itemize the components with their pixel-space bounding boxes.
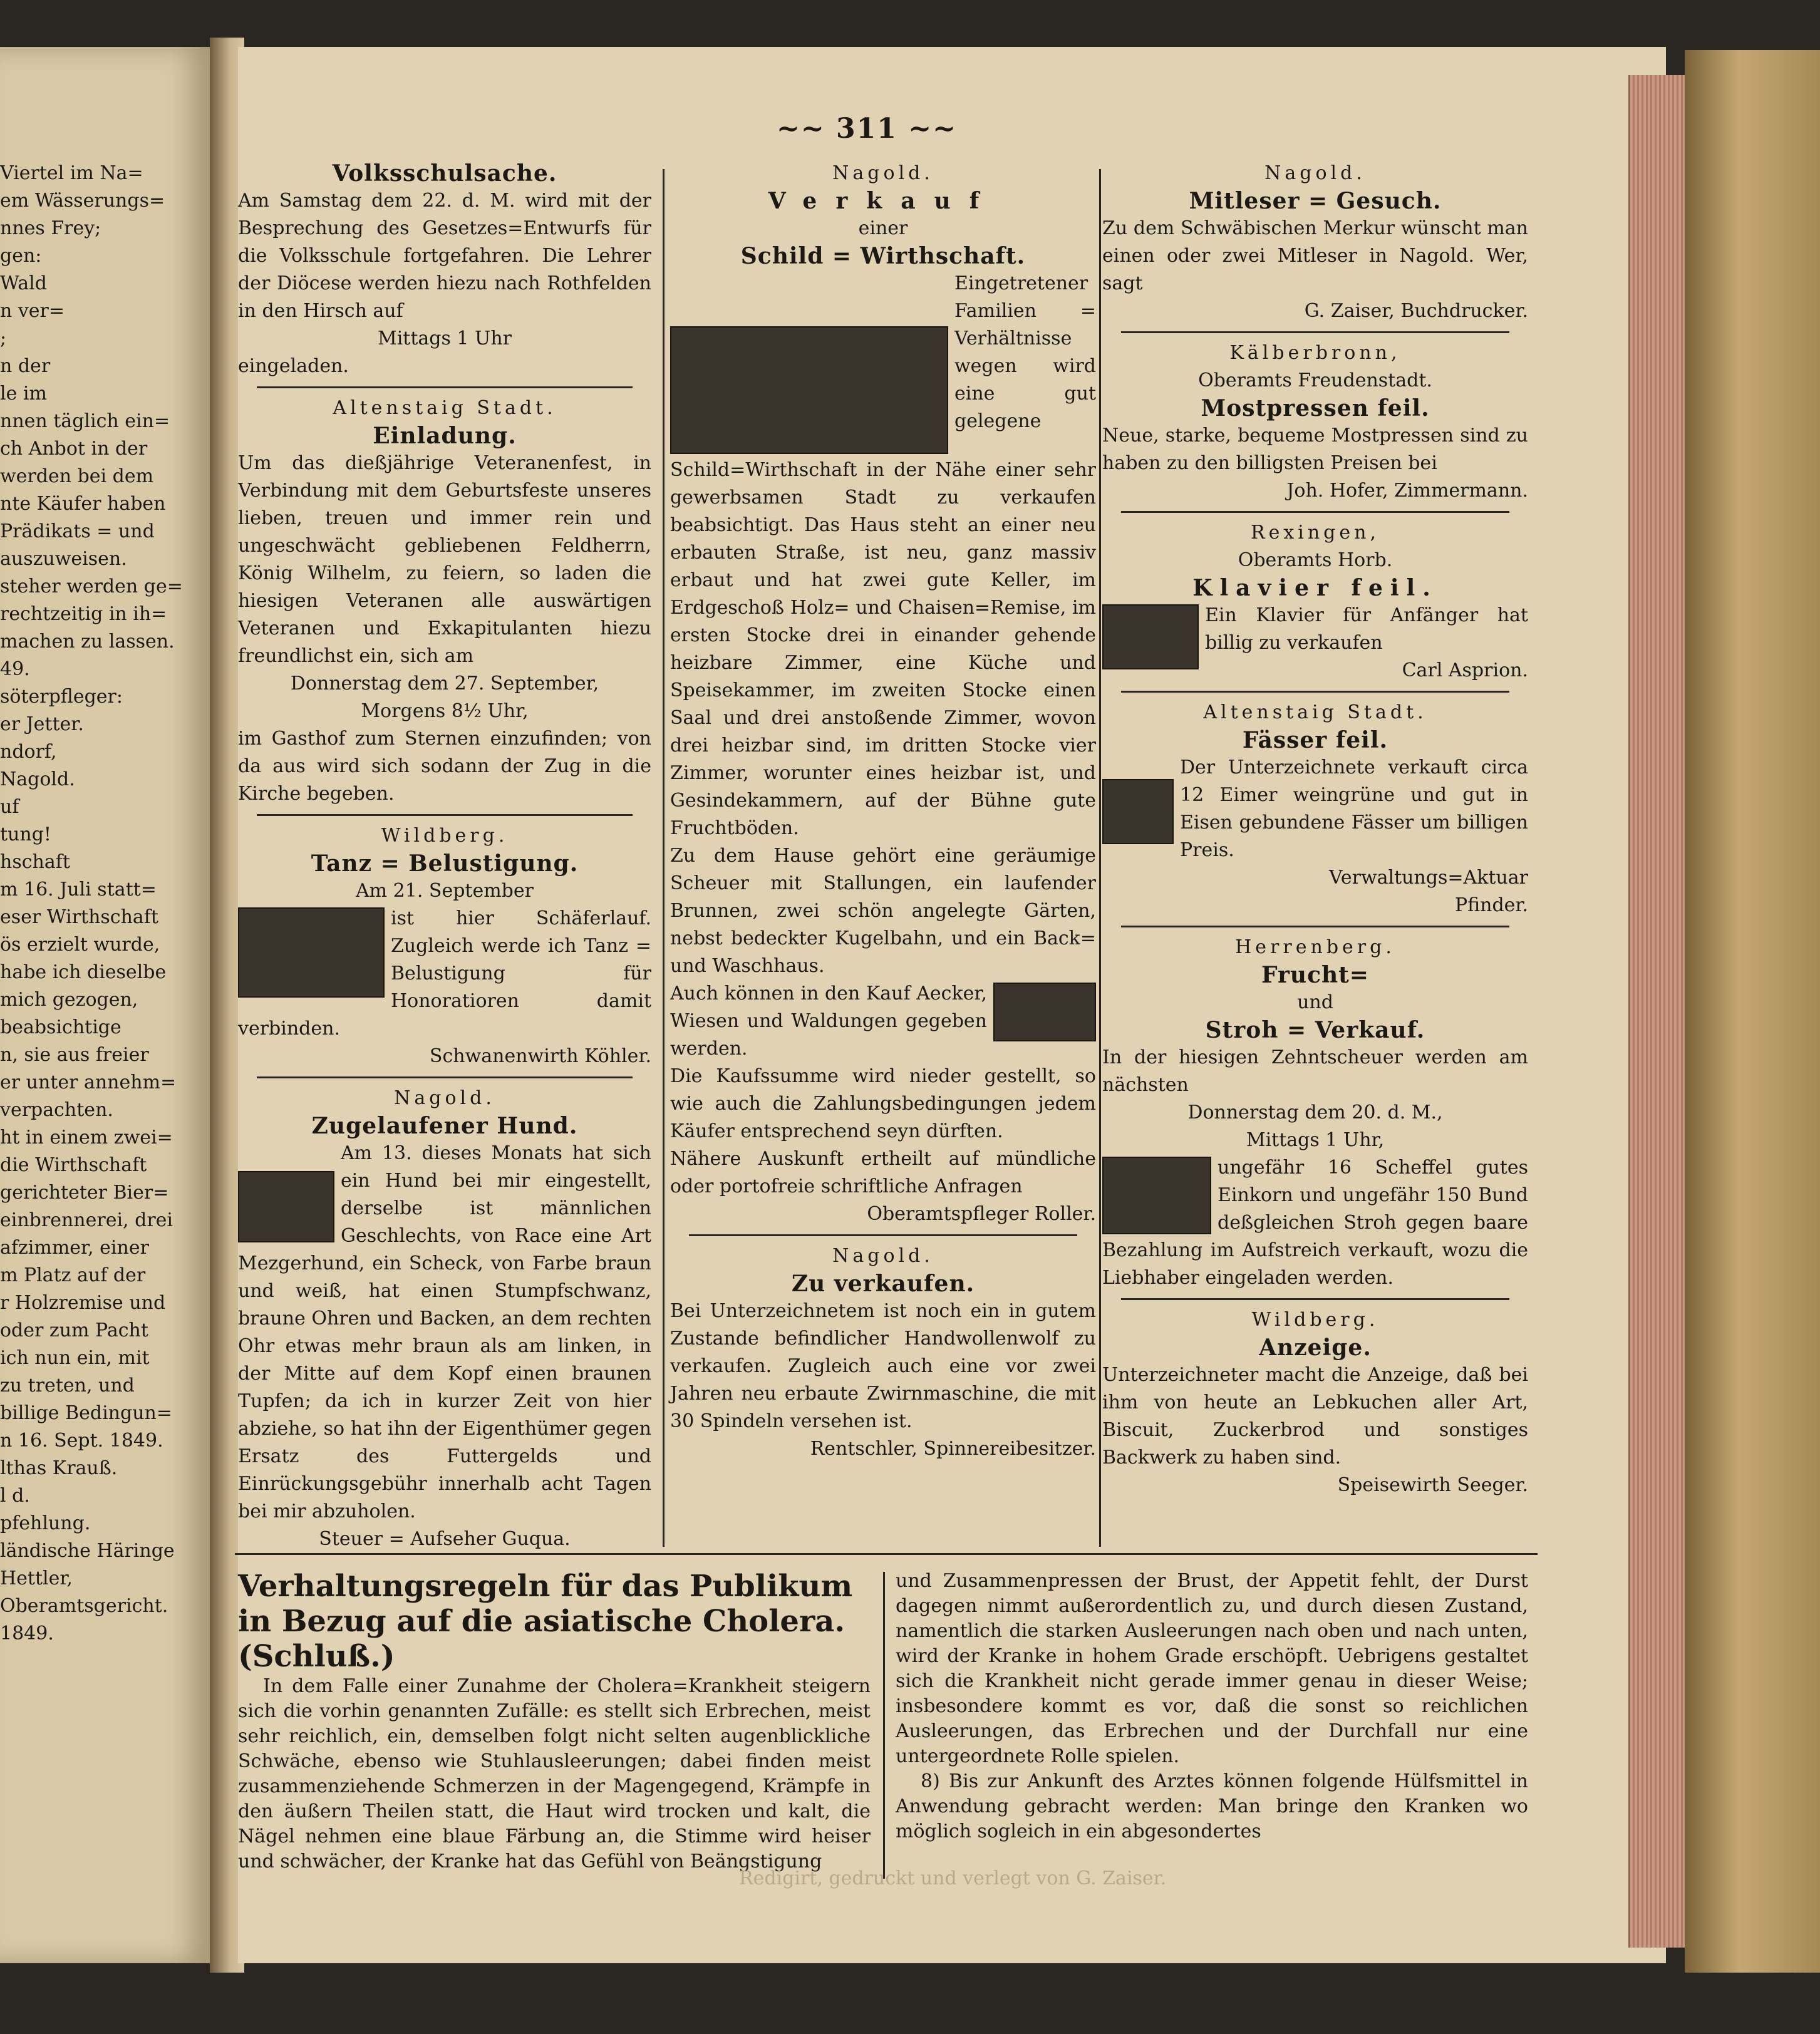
divider [1121,926,1509,927]
heading-zu-verkaufen: Zu verkaufen. [791,1271,975,1297]
left-fragment-line: Prädikats = und [0,520,155,542]
left-fragment-line: tung! [0,823,51,845]
heading-mostpressen: Mostpressen feil. [1201,395,1430,421]
left-fragment-line: oder zum Pacht [0,1319,148,1341]
signature: Rentschler, Spinnereibesitzer. [810,1438,1096,1460]
left-fragment-line: n, sie aus freier [0,1044,149,1066]
place-line: Nagold. [394,1087,495,1109]
left-fragment-line: r Holzremise und [0,1292,166,1314]
place-line: Kälberbronn, [1229,342,1401,364]
left-fragment-line: ch Anbot in der [0,438,148,460]
cholera-article-left [238,1569,871,1874]
left-fragment-line: pfehlung. [0,1512,91,1534]
left-fragment-line: m Platz auf der [0,1264,146,1286]
paragraph: Zu dem Schwäbischen Merkur wünscht man einen oder zwei Mitleser in Nagold. Wer, sagt [1102,217,1528,294]
left-fragment-line: er unter annehm= [0,1071,177,1093]
date-line: Am 21. September [356,880,534,902]
place-line: Wildberg. [381,825,509,847]
date-line: Donnerstag dem 20. d. M., [1187,1102,1443,1123]
heading-klavier: Klavier feil. [1192,575,1438,601]
left-fragment-line: ht in einem zwei= [0,1127,173,1149]
paragraph: 8) Bis zur Ankunft des Arztes können folgende Hülfsmittel in Anwendung gebracht werden: Man bringe den Kranken wo möglich sogleich in ein abgesondertes [896,1770,1528,1842]
left-fragment-line: afzimmer, einer [0,1237,149,1259]
column-rule [663,169,664,1547]
signature: Speisewirth Seeger. [1337,1474,1528,1496]
divider [689,1234,1077,1236]
left-fragment-line: nnes Frey; [0,217,101,239]
left-fragment-line: rechtzeitig in ih= [0,603,167,625]
left-fragment-line: uf [0,796,19,818]
woodcut-inn-image [670,326,948,454]
left-fragment-line: mich gezogen, [0,989,138,1011]
left-fragment-line: gerichteter Bier= [0,1182,169,1204]
paragraph: Auch können in den Kauf Aecker, Wiesen und Waldungen gegeben werden. [670,983,987,1060]
paragraph: Ein Klavier für Anfänger hat billig zu verkaufen [1205,604,1528,654]
left-fragment-line: Hettler, [0,1567,73,1589]
heading-einladung: Einladung. [373,423,517,449]
left-fragment-line: Wald [0,272,47,294]
heading-schild-wirthschaft: Schild = Wirthschaft. [740,243,1026,269]
place-line: Nagold. [832,1245,934,1267]
left-fragment-line: lthas Krauß. [0,1457,118,1479]
left-fragment-line: beabsichtige [0,1016,122,1038]
date-line: Donnerstag dem 27. September, [290,673,599,694]
divider [1121,691,1509,693]
signature: Verwaltungs=Aktuar [1328,867,1528,889]
left-fragment-line: einbrennerei, drei [0,1209,173,1231]
left-fragment-line: hschaft [0,851,70,873]
divider [1121,331,1509,333]
paragraph: ungefähr 16 Scheffel gutes Einkorn und ungefähr 150 Bund deßgleichen Stroh gegen baare Bezahlung im Aufstreich verkauft, wozu die Liebhaber eingeladen werden. [1102,1157,1528,1289]
article-title: Verhaltungsregeln für das Publikum in Bezug auf die asiatische Cholera. (Schluß.) [238,1569,853,1674]
woodcut-forest-image [993,983,1096,1041]
paragraph: Am Samstag dem 22. d. M. wird mit der Besprechung des Gesetzes=Entwurfs für die Volksschule fortgefahren. Die Lehrer der Diöcese werden hiezu nach Rothfelden in den Hirsch auf [238,190,651,322]
paragraph: Nähere Auskunft ertheilt auf mündliche oder portofreie schriftliche Anfragen [670,1148,1096,1197]
left-fragment-line: em Wässerungs= [0,190,165,212]
left-fragment-line: werden bei dem [0,465,154,487]
divider [1121,1298,1509,1300]
left-fragment-line: er Jetter. [0,713,84,735]
left-fragment-line: m 16. Juli statt= [0,879,157,901]
signature: Joh. Hofer, Zimmermann. [1286,480,1528,502]
heading-mitleser: Mitleser = Gesuch. [1189,188,1442,214]
paragraph: im Gasthof zum Sternen einzufinden; von da aus wird sich sodann der Zug in die Kirche begeben. [238,728,651,805]
left-fragment-line: die Wirthschaft [0,1154,147,1176]
left-fragment-line: 49. [0,658,30,680]
left-fragment-line: steher werden ge= [0,576,183,597]
page-edges [1628,75,1687,1948]
left-fragment-line: gen: [0,245,42,267]
heading-volksschulsache: Volksschulsache. [332,160,557,187]
place-line: Oberamts Freudenstadt. [1198,369,1432,391]
signature: Pfinder. [1454,894,1528,916]
paragraph: Eingetretener Familien = Verhältnisse wegen wird eine gut gelegene Schild=Wirthschaft in der Nähe einer sehr gewerbsamen Stadt zu verkaufen beabsichtigt. Das Haus steht an einer neu erbauten Straße, ist neu, ganz massiv erbaut und hat zwei gute Keller, im Erdgeschoß Holz= und Chaisen=Remise, im ersten Stocke drei in einander gehende heizbare Zimmer, eine Küche und Speisekammer, im zweiten Stocke einen Saal und drei anstoßende Zimmer, wovon drei heizbar sind, im dritten Stocke vier Zimmer, worunter eines heizbar ist, und Gesindekammern, auf der Bühne gute Fruchtböden. [670,272,1096,839]
divider [257,386,633,388]
left-fragment-line: le im [0,383,47,405]
divider [257,1076,633,1078]
paragraph: Die Kaufssumme wird nieder gestellt, so wie auch die Zahlungsbedingungen jedem Käufer entsprechend seyn dürften. [670,1065,1096,1142]
paragraph: In dem Falle einer Zunahme der Cholera=Krankheit steigern sich die vorhin genannten Zufälle: es stellt sich Erbrechen, meist sehr reichlich, ein, demselben folgt nicht selten augenblickliche Schwäche, ebenso wie Stuhlausleerungen; dabei finden meist zusammenziehende Schmerzen in der Magengegend, Krämpfe in den äußern Theilen statt, die Haut wird trocken und kalt, die Nägel nehmen eine blaue Färbung an, die Stimme wird heiser und schwächer, der Kranke hat das Gefühl von Beängstigung [238,1675,871,1872]
woodcut-sheaves-image [1102,1157,1211,1234]
page-number: ~~ 311 ~~ [777,113,957,145]
left-fragment-line: verpachten. [0,1099,113,1121]
left-fragment-line: n der [0,355,51,377]
time-line: Mittags 1 Uhr [377,328,512,349]
woodcut-dog-image [238,1171,334,1242]
paragraph: Am 13. dieses Monats hat sich ein Hund bei mir eingestellt, derselbe ist männlichen Geschlechts, von Race eine Art Mezgerhund, ein Scheck, von Farbe braun und weiß, hat einen Stumpfschwanz, braune Ohren und Backen, an dem rechten Ohr etwas mehr braun als am linken, in der Mitte auf dem Kopf einen braunen Tupfen; da ich in kurzer Zeit von hier abziehe, so hat ihn der Eigenthümer gegen Ersatz des Futtergelds und Einrückungsgebühr innerhalb acht Tagen bei mir abzuholen. [238,1142,651,1522]
heading-stroh-verkauf: Stroh = Verkauf. [1205,1017,1425,1043]
left-fragment-line: auszuweisen. [0,548,127,570]
column-3 [1102,160,1528,1499]
place-line: Rexingen, [1251,522,1380,544]
place-line: Oberamts Horb. [1238,549,1393,571]
place-line: Altenstaig Stadt. [333,397,557,419]
place-line: Nagold. [1264,162,1366,184]
divider [257,814,633,816]
heading-hund: Zugelaufener Hund. [311,1113,578,1139]
place-line: Wildberg. [1251,1309,1379,1331]
left-fragment-line: nnen täglich ein= [0,410,170,432]
signature: Schwanenwirth Köhler. [429,1045,651,1067]
imprint-show-through: Redigirt, gedruckt und verlegt von G. Zaiser. [739,1867,1167,1889]
place-line: Herrenberg. [1235,936,1395,958]
left-fragment-line: n 16. Sept. 1849. [0,1430,163,1452]
signature: Carl Asprion. [1402,659,1528,681]
woodcut-piano-image [1102,604,1199,669]
paragraph: Der Unterzeichnete verkauft circa 12 Eimer weingrüne und gut in Eisen gebundene Fässer um billigen Preis. [1180,756,1528,861]
woodcut-barrel-image [1102,779,1174,844]
left-fragment-line: ich nun ein, mit [0,1347,150,1369]
book-cover [1685,50,1820,1973]
text-line: eingeladen. [238,355,349,377]
left-fragment-line: ndorf, [0,741,57,763]
paragraph: In der hiesigen Zehntscheuer werden am nächsten [1102,1046,1528,1096]
column-rule [1099,169,1101,1547]
time-line: Morgens 8½ Uhr, [361,700,529,722]
left-fragment-line: Nagold. [0,768,75,790]
time-line: Mittags 1 Uhr, [1246,1129,1385,1151]
left-fragment-line: ; [0,328,7,349]
signature: Steuer = Aufseher Guqua. [319,1528,571,1550]
column-rule [883,1572,885,1879]
paragraph: Neue, starke, bequeme Mostpressen sind zu haben zu den billigsten Preisen bei [1102,425,1528,474]
section-rule [235,1553,1538,1555]
left-page-fragment-column [0,160,200,1648]
place-line: Nagold. [832,162,934,184]
left-fragment-line: ös erzielt wurde, [0,934,160,956]
signature: Oberamtspfleger Roller. [867,1203,1096,1225]
paragraph: und Zusammenpressen der Brust, der Appetit fehlt, der Durst dagegen nimmt außerordentlich zu, und durch diesen Zustand, namentlich die starken Ausleerungen nach oben und nach unten, wird der Kranke in hohem Grade erschöpft. Uebrigens gestaltet sich die Krankheit nicht gerade immer genau in dieser Weise; insbesondere kommt es vor, daß die sonst so reichlichen Ausleerungen, das Erbrechen und der Durchfall nur eine untergeordnete Rolle spielen. [896,1570,1528,1767]
paragraph: Zu dem Hause gehört eine geräumige Scheuer mit Stallungen, ein laufender Brunnen, zwei schön angelegte Gärten, nebst bedeckter Kugelbahn, und ein Back= und Waschhaus. [670,845,1096,977]
text-line: einer [858,217,908,239]
paragraph: Bei Unterzeichnetem ist noch ein in gutem Zustande befindlicher Handwollenwolf zu verkaufen. Zugleich auch eine vor zwei Jahren neu erbaute Zwirnmaschine, die mit 30 Spindeln versehen ist. [670,1300,1096,1432]
cholera-article-right [896,1569,1528,1844]
divider [1121,511,1509,513]
heading-anzeige: Anzeige. [1259,1334,1372,1361]
paragraph: ist hier Schäferlauf. Zugleich werde ich Tanz = Belustigung für Honoratioren damit verbinden. [238,907,651,1040]
signature: G. Zaiser, Buchdrucker. [1304,300,1528,322]
left-fragment-line: n ver= [0,300,65,322]
place-line: Altenstaig Stadt. [1203,701,1427,723]
heading-verkauf: Verkauf [768,188,998,214]
heading-faesser: Fässer feil. [1242,727,1388,753]
paragraph: Um das dießjährige Veteranenfest, in Verbindung mit dem Geburtsfeste unseres lieben, treuen und immer rein und ungeschwächt gebliebenen Feldherrn, König Wilhelm, zu feiern, so laden die hiesigen Veteranen alle auswärtigen Veteranen und Exkapitulanten hiezu freundlichst ein, sich am [238,452,651,667]
heading-frucht: Frucht= [1261,962,1369,988]
left-fragment-line: Oberamtsgericht. [0,1595,168,1617]
left-fragment-line: billige Bedingun= [0,1402,172,1424]
paragraph: Unterzeichneter macht die Anzeige, daß bei ihm von heute an Lebkuchen aller Art, Biscuit, Zuckerbrod und sonstiges Backwerk zu haben sind. [1102,1364,1528,1469]
left-fragment-line: Viertel im Na= [0,162,143,184]
left-fragment-line: 1849. [0,1623,54,1644]
column-2 [670,160,1096,1463]
heading-tanz: Tanz = Belustigung. [311,850,579,877]
left-fragment-line: söterpfleger: [0,686,123,708]
left-fragment-line: l d. [0,1485,30,1507]
column-1 [238,160,651,1553]
left-fragment-line: machen zu lassen. [0,631,175,653]
left-fragment-line: habe ich dieselbe [0,961,167,983]
woodcut-dancers-image [238,907,385,998]
text-line: und [1297,991,1333,1013]
left-fragment-line: eser Wirthschaft [0,906,158,928]
left-fragment-line: nte Käufer haben [0,493,166,515]
left-fragment-line: zu treten, und [0,1375,135,1396]
left-fragment-line: ländische Häringe [0,1540,175,1562]
